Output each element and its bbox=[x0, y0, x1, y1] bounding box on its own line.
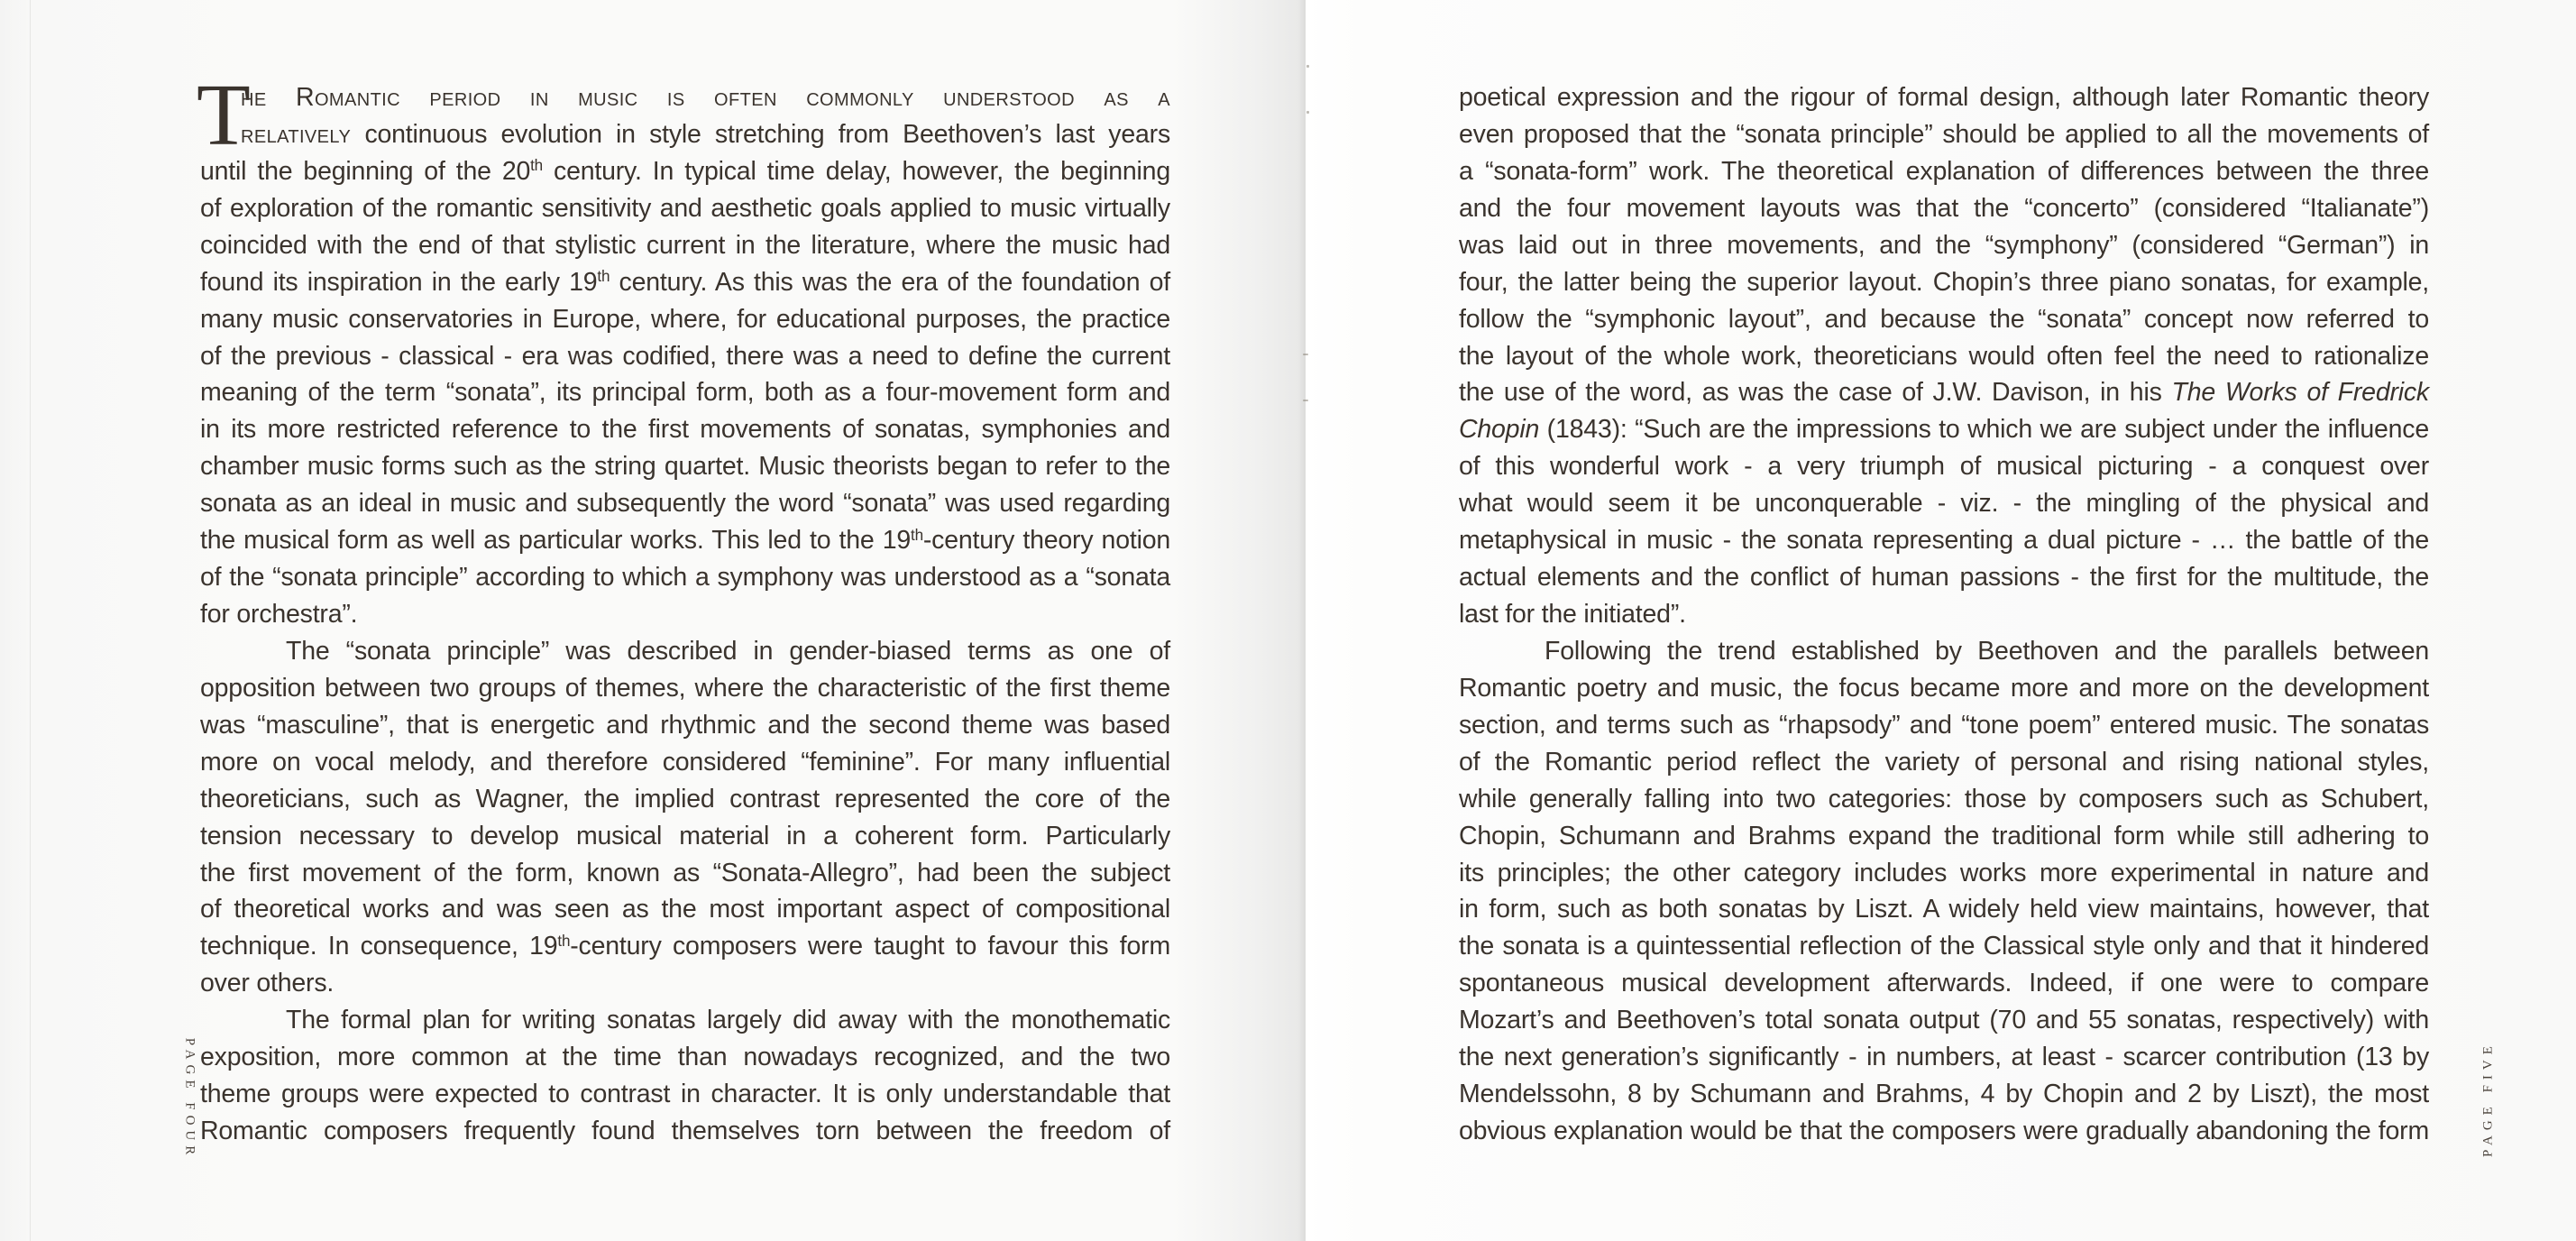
page-edge bbox=[30, 0, 31, 1241]
text-line bbox=[200, 1113, 1170, 1149]
text-segment: relatively bbox=[241, 119, 352, 149]
text-segment: theme groups were expected to contrast in character. It is only understandable that bbox=[200, 1080, 1170, 1109]
text-segment: for orchestra”. bbox=[200, 600, 358, 630]
text-line bbox=[1459, 264, 2429, 300]
text-segment: of the previous - classical - era was codified, there was a need to define the current bbox=[200, 341, 1170, 371]
text-line bbox=[1459, 707, 2429, 743]
text-segment: metaphysical in music - the sonata representing a dual picture - … the battle of the bbox=[1459, 526, 2429, 556]
text-line bbox=[200, 485, 1170, 521]
text-line bbox=[200, 338, 1170, 374]
text-line bbox=[1459, 670, 2429, 706]
text-segment: of the Romantic period reflect the variety of personal and rising national styles, bbox=[1459, 747, 2429, 777]
text-segment: in form, such as both sonatas by Liszt. A widely held view maintains, however, that bbox=[1459, 895, 2429, 924]
text-line bbox=[200, 707, 1170, 743]
text-line bbox=[1459, 338, 2429, 374]
text-line bbox=[241, 79, 1170, 115]
text-segment: last for the initiated”. bbox=[1459, 600, 1686, 630]
text-segment: many music conservatories in Europe, where, for educational purposes, the practice bbox=[200, 304, 1170, 334]
text-segment: coincided with the end of that stylistic current in the literature, where the music had bbox=[200, 230, 1170, 260]
text-line bbox=[200, 374, 1170, 410]
text-segment: found its inspiration in the early 19 bbox=[200, 267, 598, 297]
text-segment: -century theory notion bbox=[922, 526, 1171, 556]
text-segment: the musical form as well as particular works. This led to the 19 bbox=[200, 526, 912, 556]
text-line bbox=[1459, 965, 2429, 1001]
text-segment: follow the “symphonic layout”, and because the “sonata” concept now referred to bbox=[1459, 304, 2429, 334]
text-segment: and the four movement layouts was that the “concerto” (considered “Italianate”) bbox=[1459, 193, 2429, 223]
text-line bbox=[1459, 928, 2429, 964]
text-line bbox=[200, 891, 1170, 927]
text-segment: (1843): “Such are the impressions to which we are subject under the influence bbox=[1539, 415, 2429, 445]
text-segment: Romantic composers frequently found themselves torn between the freedom of bbox=[200, 1117, 1170, 1146]
text-line bbox=[200, 227, 1170, 263]
text-line bbox=[200, 855, 1170, 891]
text-segment: century. In typical time delay, however, the beginning bbox=[542, 156, 1170, 186]
italic-title: The Works of Fredrick bbox=[2171, 378, 2429, 408]
text-line bbox=[1459, 1002, 2429, 1038]
right-page bbox=[1306, 0, 2576, 1241]
text-segment: spontaneous musical development afterwards. Indeed, if one were to compare bbox=[1459, 969, 2429, 998]
page-number-label: PAGE FOUR bbox=[182, 1037, 197, 1161]
text-line bbox=[200, 264, 1170, 300]
text-line bbox=[200, 411, 1170, 447]
text-segment: opposition between two groups of themes, where the characteristic of the first theme bbox=[200, 673, 1170, 703]
text-line bbox=[1459, 855, 2429, 891]
page-number-label: PAGE FIVE bbox=[2480, 1041, 2496, 1157]
text-line bbox=[200, 559, 1170, 595]
text-line bbox=[200, 965, 1170, 1001]
text-line bbox=[1459, 485, 2429, 521]
text-line bbox=[200, 670, 1170, 706]
text-line bbox=[1459, 411, 2429, 447]
text-line bbox=[200, 744, 1170, 780]
text-line bbox=[1459, 190, 2429, 226]
text-line bbox=[1459, 596, 2429, 632]
text-segment: was “masculine”, that is energetic and rhythmic and the second theme was based bbox=[200, 710, 1170, 740]
text-segment: even proposed that the “sonata principle” should be applied to all the movements of bbox=[1459, 119, 2429, 149]
text-segment: sonata as an ideal in music and subsequently the word “sonata” was used regarding bbox=[200, 489, 1170, 519]
text-line bbox=[1459, 374, 2429, 410]
text-segment: what would seem it be unconquerable - viz. - the mingling of the physical and bbox=[1459, 489, 2429, 519]
text-segment: four, the latter being the superior layout. Chopin’s three piano sonatas, for example, bbox=[1459, 267, 2429, 297]
text-line bbox=[1459, 744, 2429, 780]
text-segment: until the beginning of the 20 bbox=[200, 156, 531, 186]
text-line bbox=[1459, 448, 2429, 484]
text-segment: the next generation’s significantly - in numbers, at least - scarcer contribution (13 by bbox=[1459, 1043, 2429, 1072]
text-segment: in its more restricted reference to the first movements of sonatas, symphonies and bbox=[200, 415, 1170, 445]
text-segment: Following the trend established by Beethoven and the parallels between bbox=[1545, 636, 2429, 666]
text-line bbox=[1459, 153, 2429, 189]
text-line bbox=[200, 1076, 1170, 1112]
text-line bbox=[1459, 781, 2429, 817]
paper-speck bbox=[1303, 400, 1308, 401]
text-line bbox=[200, 448, 1170, 484]
text-line bbox=[1459, 227, 2429, 263]
text-segment: century. As this was the era of the foundation of bbox=[610, 267, 1170, 297]
paper-speck bbox=[1306, 111, 1309, 114]
paper-speck bbox=[1303, 354, 1308, 355]
text-segment: of theoretical works and was seen as the most important aspect of compositional bbox=[200, 895, 1170, 924]
text-line bbox=[200, 190, 1170, 226]
text-segment: Chopin, Schumann and Brahms expand the traditional form while still adhering to bbox=[1459, 821, 2429, 850]
text-segment: the use of the word, as was the case of J.W. Davison, in his bbox=[1459, 378, 2172, 408]
text-segment: the sonata is a quintessential reflection of the Classical style only and that it hindered bbox=[1459, 932, 2429, 961]
text-segment: The “sonata principle” was described in gender-biased terms as one of bbox=[286, 636, 1170, 666]
text-segment: of the “sonata principle” according to which a symphony was understood as a “sonata bbox=[200, 563, 1170, 593]
ordinal-suffix: th bbox=[911, 526, 923, 544]
text-segment: technique. In consequence, 19 bbox=[200, 932, 558, 961]
text-segment: the first movement of the form, known as “Sonata-Allegro”, had been the subject bbox=[200, 858, 1170, 887]
text-segment: Romantic poetry and music, the focus became more and more on the development bbox=[1459, 673, 2429, 703]
text-segment: poetical expression and the rigour of formal design, although later Romantic theory bbox=[1459, 83, 2429, 112]
text-line bbox=[200, 781, 1170, 817]
text-segment: chamber music forms such as the string quartet. Music theorists began to refer to the bbox=[200, 452, 1170, 482]
text-line bbox=[200, 633, 1170, 669]
text-line bbox=[1459, 116, 2429, 152]
text-segment: section, and terms such as “rhapsody” and “tone poem” entered music. The sonatas bbox=[1459, 710, 2429, 740]
text-line bbox=[241, 116, 1170, 152]
text-segment: of exploration of the romantic sensitivity and aesthetic goals applied to music virtually bbox=[200, 193, 1170, 223]
text-line bbox=[1459, 559, 2429, 595]
text-segment: obvious explanation would be that the composers were gradually abandoning the form bbox=[1459, 1117, 2429, 1146]
text-segment: The formal plan for writing sonatas largely did away with the monothematic bbox=[286, 1006, 1170, 1035]
text-line bbox=[1459, 1076, 2429, 1112]
text-line bbox=[1459, 79, 2429, 115]
text-line bbox=[1459, 301, 2429, 337]
ordinal-suffix: th bbox=[530, 157, 543, 175]
text-segment: Mendelssohn, 8 by Schumann and Brahms, 4 by Chopin and 2 by Liszt), the most bbox=[1459, 1080, 2429, 1109]
text-line bbox=[1459, 1039, 2429, 1075]
text-segment: more on vocal melody, and therefore considered “feminine”. For many influential bbox=[200, 747, 1170, 777]
text-segment: he Romantic period in music is often commonly understood as a bbox=[241, 83, 1170, 112]
text-segment: its principles; the other category includes works more experimental in nature and bbox=[1459, 858, 2429, 887]
text-segment: actual elements and the conflict of human passions - the first for the multitude, the bbox=[1459, 563, 2429, 593]
text-line bbox=[1459, 633, 2429, 669]
ordinal-suffix: th bbox=[557, 932, 571, 950]
italic-title: Chopin bbox=[1459, 415, 1540, 445]
text-line bbox=[1459, 818, 2429, 854]
text-segment: of this wonderful work - a very triumph of musical picturing - a conquest over bbox=[1459, 452, 2429, 482]
text-line bbox=[1459, 891, 2429, 927]
text-segment: continuous evolution in style stretching from Beethoven’s last years bbox=[351, 119, 1170, 149]
text-segment: while generally falling into two categories: those by composers such as Schubert, bbox=[1459, 784, 2429, 814]
paper-speck bbox=[1306, 65, 1309, 68]
text-segment: Mozart’s and Beethoven’s total sonata output (70 and 55 sonatas, respectively) with bbox=[1459, 1006, 2429, 1035]
text-segment: meaning of the term “sonata”, its principal form, both as a four-movement form and bbox=[200, 378, 1170, 408]
text-segment: was laid out in three movements, and the “symphony” (considered “German”) in bbox=[1459, 230, 2429, 260]
text-line bbox=[200, 153, 1170, 189]
text-line bbox=[200, 596, 1170, 632]
text-line bbox=[200, 301, 1170, 337]
drop-cap: T bbox=[197, 67, 251, 164]
text-line bbox=[200, 1039, 1170, 1075]
text-segment: -century composers were taught to favour this form bbox=[570, 932, 1170, 961]
text-line bbox=[200, 818, 1170, 854]
text-segment: a “sonata-form” work. The theoretical explanation of differences between the three bbox=[1459, 156, 2429, 186]
ordinal-suffix: th bbox=[597, 268, 610, 286]
text-line bbox=[200, 928, 1170, 964]
text-line bbox=[1459, 1113, 2429, 1149]
text-segment: theoreticians, such as Wagner, the implied contrast represented the core of the bbox=[200, 784, 1170, 814]
text-line bbox=[200, 1002, 1170, 1038]
text-segment: exposition, more common at the time than nowadays recognized, and the two bbox=[200, 1043, 1170, 1072]
text-segment: tension necessary to develop musical material in a coherent form. Particularly bbox=[200, 821, 1170, 850]
text-segment: over others. bbox=[200, 969, 335, 998]
text-line bbox=[200, 522, 1170, 558]
text-segment: the layout of the whole work, theoreticians would often feel the need to rationalize bbox=[1459, 341, 2429, 371]
text-line bbox=[1459, 522, 2429, 558]
